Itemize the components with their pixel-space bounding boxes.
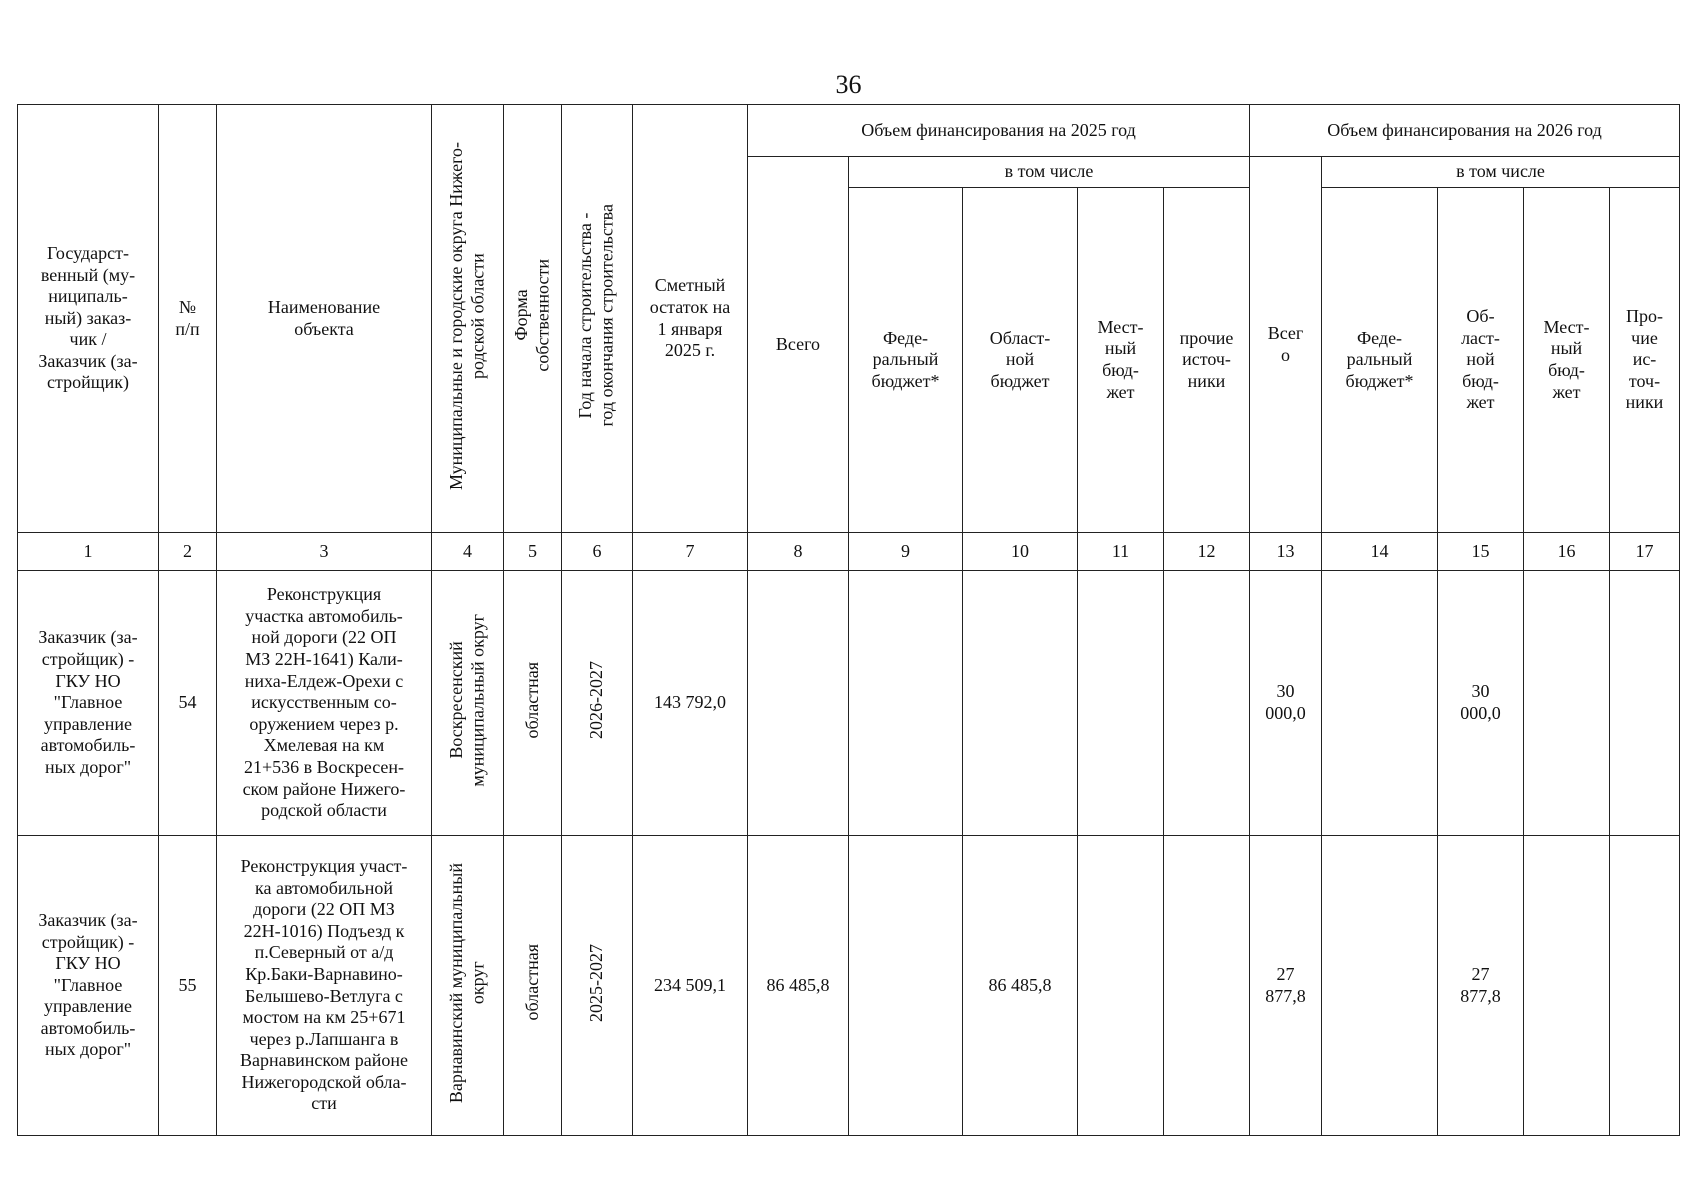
header-number: № п/п <box>159 105 217 533</box>
cell-municipal: Воскресенский муниципальный округ <box>432 571 504 836</box>
col-number: 11 <box>1078 533 1164 571</box>
col-number: 10 <box>963 533 1078 571</box>
header-customer: Государст- венный (му- ниципаль- ный) заказ- чик / Заказчик (за- стройщик) <box>18 105 159 533</box>
col-number: 16 <box>1524 533 1610 571</box>
cell-municipal: Варнавинский муниципальный округ <box>432 836 504 1136</box>
col-number: 8 <box>748 533 849 571</box>
cell-local-2026 <box>1524 571 1610 836</box>
cell-other-2025 <box>1164 571 1250 836</box>
cell-other-2026 <box>1610 571 1680 836</box>
cell-regional-2025: 86 485,8 <box>963 836 1078 1136</box>
header-other-2026: Про- чие ис- точ- ники <box>1610 188 1680 533</box>
cell-other-2026 <box>1610 836 1680 1136</box>
header-federal-2025: Феде- ральный бюджет* <box>849 188 963 533</box>
cell-federal-2026 <box>1322 571 1438 836</box>
col-number: 15 <box>1438 533 1524 571</box>
header-row-1 <box>18 105 1680 157</box>
cell-ownership: областная <box>504 836 562 1136</box>
header-total-2026: Всег о <box>1250 157 1322 533</box>
cell-estimate: 234 509,1 <box>633 836 748 1136</box>
cell-regional-2026: 27 877,8 <box>1438 836 1524 1136</box>
col-number: 2 <box>159 533 217 571</box>
header-local-2026: Мест- ный бюд- жет <box>1524 188 1610 533</box>
cell-total-2025 <box>748 571 849 836</box>
col-number: 14 <box>1322 533 1438 571</box>
header-object-name: Наименование объекта <box>217 105 432 533</box>
col-number: 6 <box>562 533 633 571</box>
cell-customer: Заказчик (за- стройщик) - ГКУ НО "Главное управление автомобиль- ных дорог" <box>18 836 159 1136</box>
cell-local-2026 <box>1524 836 1610 1136</box>
header-fin-2025: Объем финансирования на 2025 год <box>748 105 1250 157</box>
table-row <box>18 571 1680 836</box>
cell-estimate: 143 792,0 <box>633 571 748 836</box>
header-regional-2026: Об- ласт- ной бюд- жет <box>1438 188 1524 533</box>
column-number-row <box>18 533 1680 571</box>
cell-object-name: Реконструкция участка автомобиль- ной дороги (22 ОП МЗ 22Н-1641) Кали- ниха-Елдеж-Орехи с искусственным со- оружением через р. Хмелевая на км 21+536 в Воскресен- ском районе Нижего- родской области <box>217 571 432 836</box>
cell-customer: Заказчик (за- стройщик) - ГКУ НО "Главное управление автомобиль- ных дорог" <box>18 571 159 836</box>
cell-total-2026: 30 000,0 <box>1250 571 1322 836</box>
header-other-2025: прочие источ- ники <box>1164 188 1250 533</box>
cell-total-2026: 27 877,8 <box>1250 836 1322 1136</box>
header-municipal: Муниципальные и городские округа Нижего- родской области <box>432 105 504 533</box>
cell-number: 54 <box>159 571 217 836</box>
cell-regional-2026: 30 000,0 <box>1438 571 1524 836</box>
col-number: 4 <box>432 533 504 571</box>
cell-local-2025 <box>1078 836 1164 1136</box>
cell-total-2025: 86 485,8 <box>748 836 849 1136</box>
col-number: 7 <box>633 533 748 571</box>
cell-number: 55 <box>159 836 217 1136</box>
header-federal-2026: Феде- ральный бюджет* <box>1322 188 1438 533</box>
cell-object-name: Реконструкция участ- ка автомобильной дороги (22 ОП МЗ 22Н-1016) Подъезд к п.Северный от а/д Кр.Баки-Варнавино- Белышево-Ветлуга с мостом на км 25+671 через р.Лапшанга в Варнавинском районе Нижегородской обла- сти <box>217 836 432 1136</box>
cell-ownership: областная <box>504 571 562 836</box>
cell-regional-2025 <box>963 571 1078 836</box>
header-local-2025: Мест- ный бюд- жет <box>1078 188 1164 533</box>
header-regional-2025: Област- ной бюджет <box>963 188 1078 533</box>
col-number: 17 <box>1610 533 1680 571</box>
header-estimate: Сметный остаток на 1 января 2025 г. <box>633 105 748 533</box>
col-number: 5 <box>504 533 562 571</box>
cell-years: 2026-2027 <box>562 571 633 836</box>
cell-federal-2025 <box>849 836 963 1136</box>
col-number: 12 <box>1164 533 1250 571</box>
cell-local-2025 <box>1078 571 1164 836</box>
cell-years: 2025-2027 <box>562 836 633 1136</box>
header-fin-2026: Объем финансирования на 2026 год <box>1250 105 1680 157</box>
col-number: 1 <box>18 533 159 571</box>
table-row <box>18 836 1680 1136</box>
header-years: Год начала строительства - год окончания строительства <box>562 105 633 533</box>
cell-federal-2025 <box>849 571 963 836</box>
col-number: 13 <box>1250 533 1322 571</box>
header-incl-2025: в том числе <box>849 157 1250 188</box>
financing-table <box>17 104 1680 1136</box>
cell-federal-2026 <box>1322 836 1438 1136</box>
page-number: 36 <box>835 70 862 99</box>
header-ownership: Форма собственности <box>504 105 562 533</box>
header-incl-2026: в том числе <box>1322 157 1680 188</box>
header-total-2025: Всего <box>748 157 849 533</box>
col-number: 3 <box>217 533 432 571</box>
col-number: 9 <box>849 533 963 571</box>
cell-other-2025 <box>1164 836 1250 1136</box>
